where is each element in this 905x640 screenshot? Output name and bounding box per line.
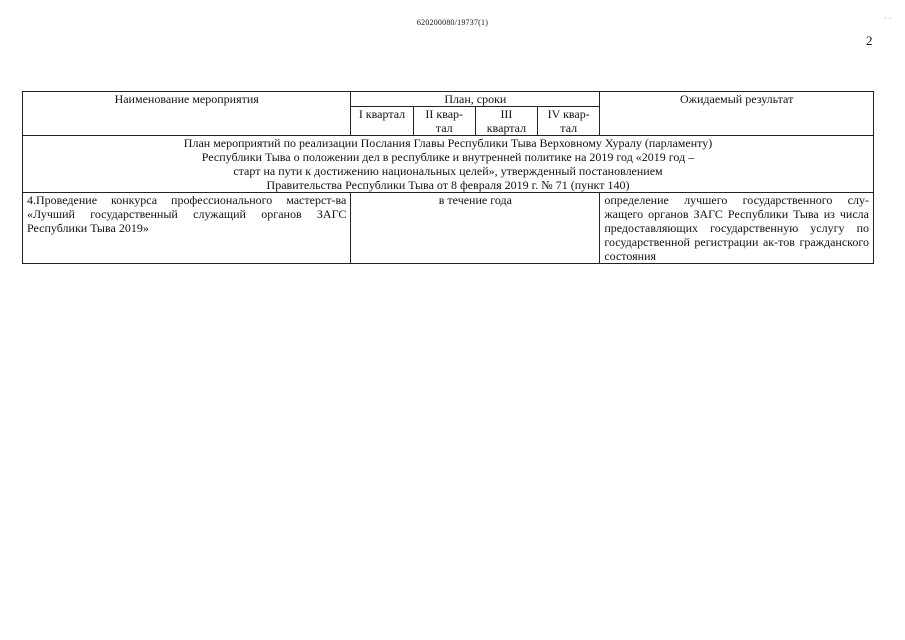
table-header-row — [23, 92, 874, 107]
expected-result-cell: определение лучшего государственного слу-жащего органов ЗАГС Республики Тыва из числа предоставляющих государственную услугу по государственной регистрации ак-тов гражданского состояния — [600, 193, 874, 264]
section-title-line: старт на пути к достижению национальных целей», утвержденный постановлением — [233, 164, 663, 178]
header-quarter-4: IV квар- тал — [538, 107, 600, 136]
corner-mark: · · — [884, 14, 892, 23]
section-title-line: Республики Тыва о положении дел в республике и внутренней политике на 2019 год «2019 год – — [201, 150, 695, 164]
section-title-line: План мероприятий по реализации Послания Главы Республики Тыва Верховному Хуралу (парламенту) — [183, 136, 713, 150]
section-title-line: Правительства Республики Тыва от 8 февраля 2019 г. № 71 (пункт 140) — [266, 178, 630, 192]
page-number: 2 — [866, 33, 873, 48]
header-quarter-1: I квартал — [351, 107, 413, 136]
header-name: Наименование мероприятия — [23, 92, 351, 136]
section-title-row — [23, 136, 874, 193]
event-timing-cell: в течение года — [351, 193, 600, 264]
header-quarter-2: II квар- тал — [413, 107, 475, 136]
header-plan: План, сроки — [351, 92, 600, 107]
section-title — [23, 136, 874, 193]
header-quarter-3: III квартал — [475, 107, 537, 136]
header-result: Ожидаемый результат — [600, 92, 874, 136]
document-id: 620200080/19737(1) — [416, 18, 489, 27]
table-row — [23, 193, 874, 264]
plan-table — [22, 91, 874, 264]
event-name-cell: 4.Проведение конкурса профессионального мастерст-ва «Лучший государственный служащий органов ЗАГС Республики Тыва 2019» — [23, 193, 351, 264]
